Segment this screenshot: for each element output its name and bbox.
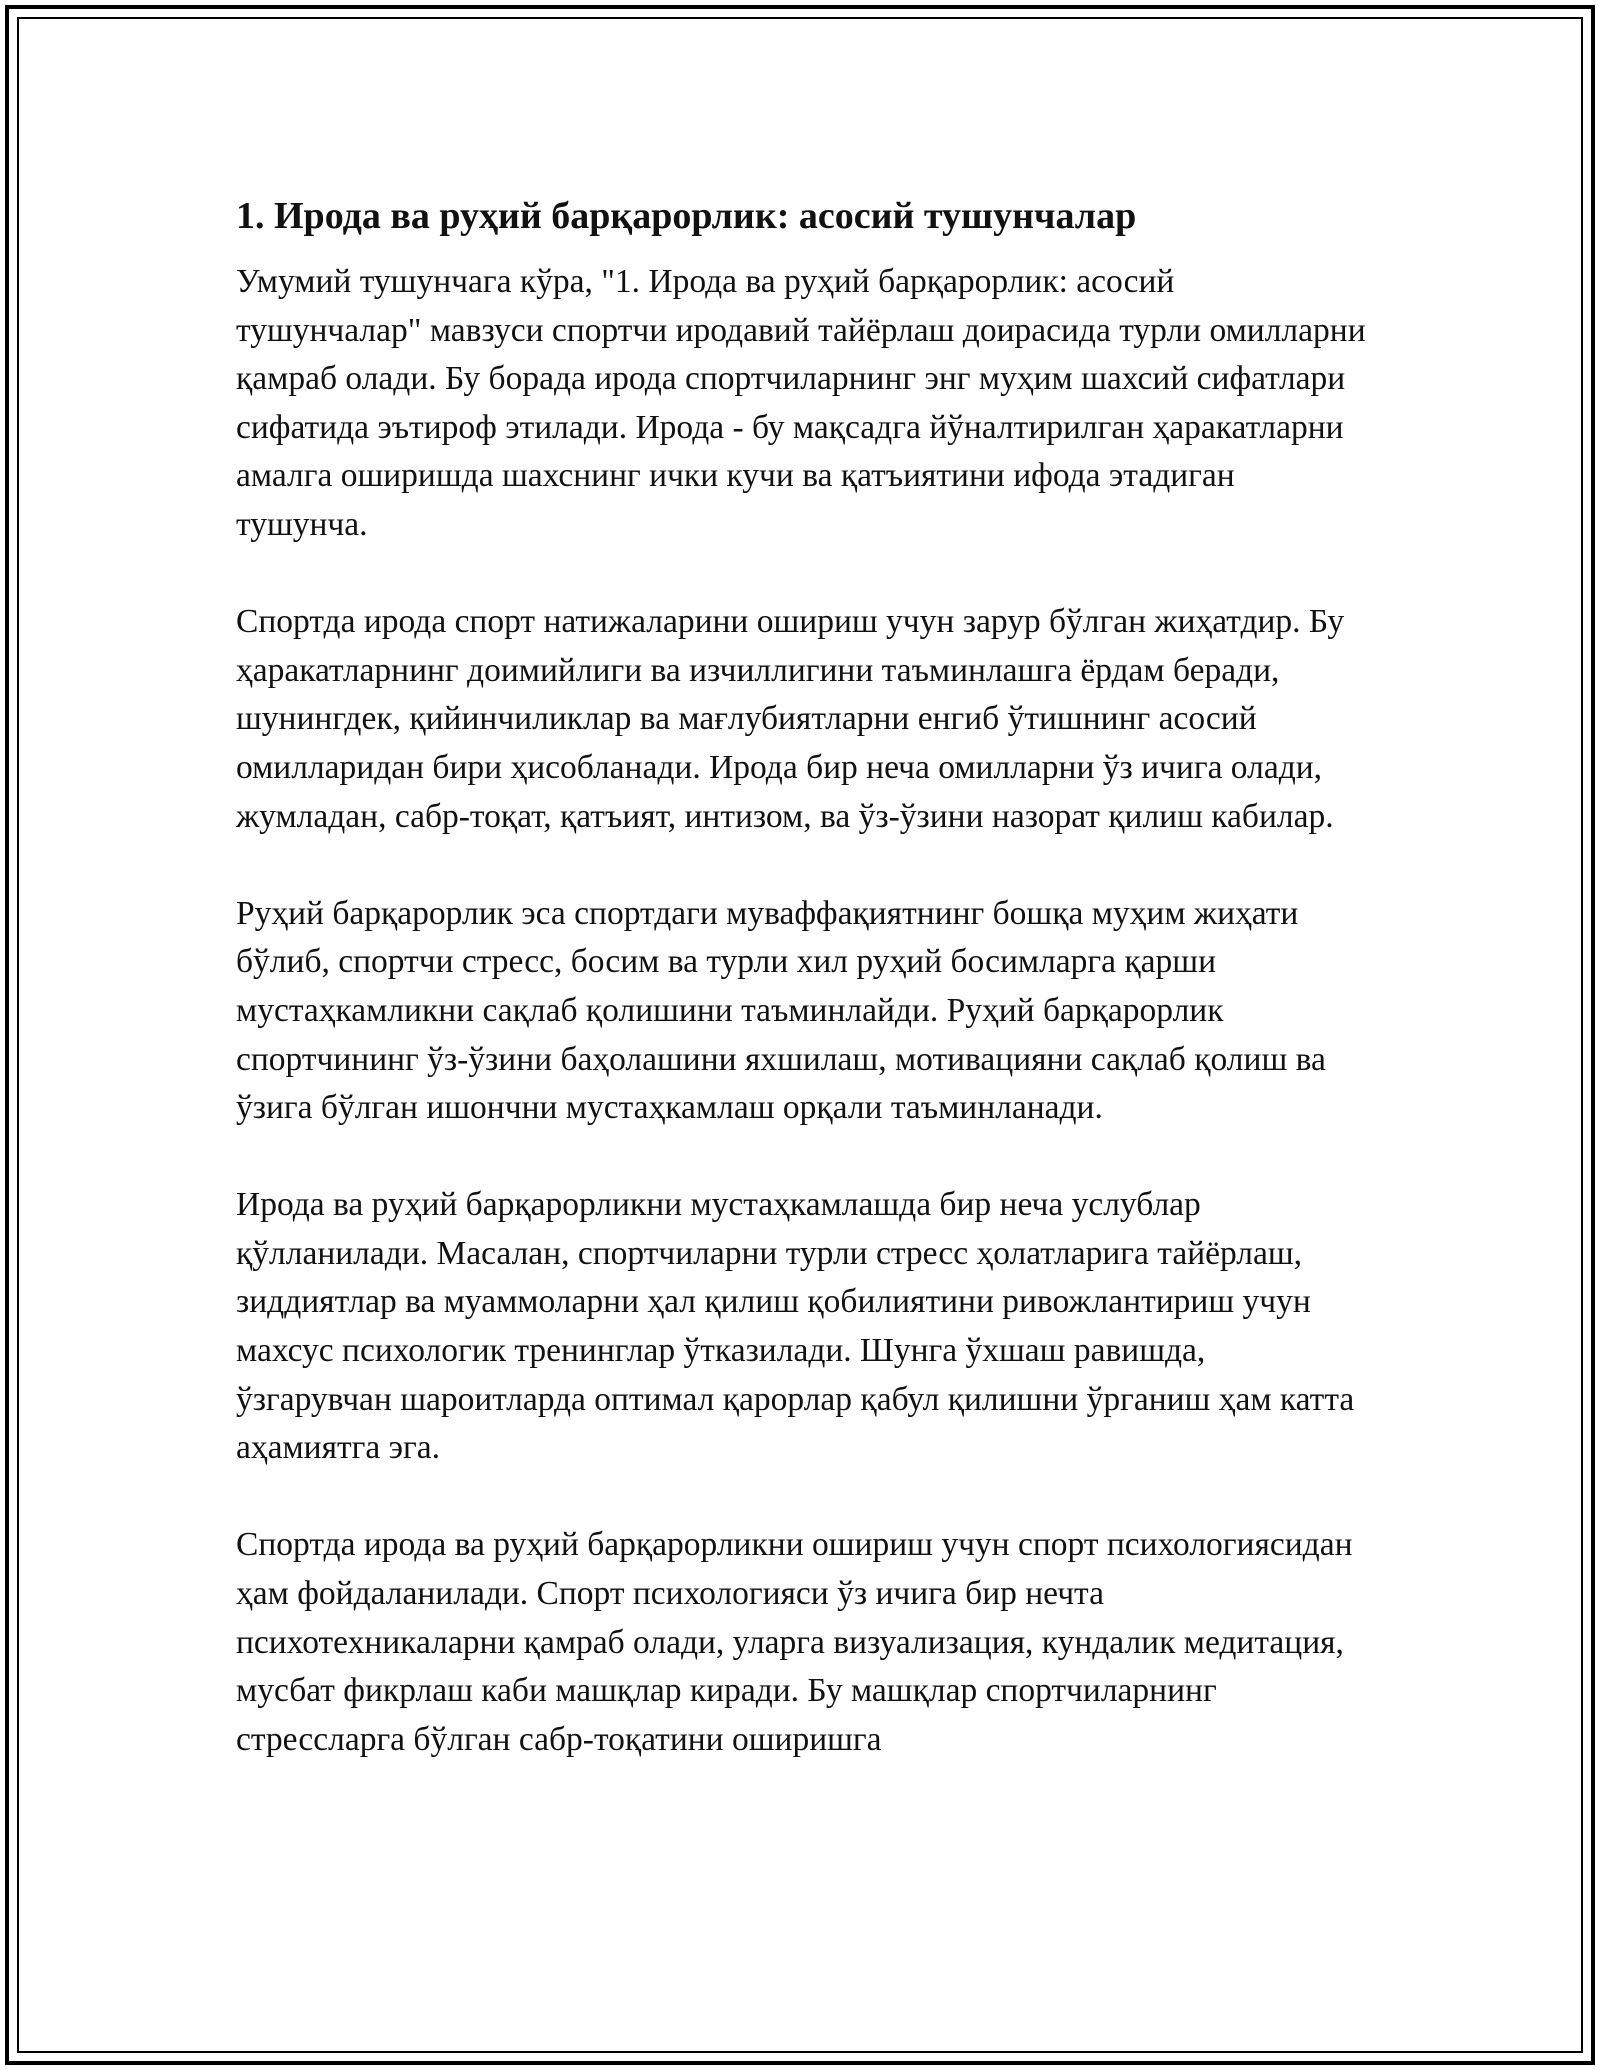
document-body (236, 188, 1366, 1813)
paragraph-5: Спортда ирода ва руҳий барқарорликни ошириш учун спорт психологиясидан ҳам фойдаланилади. Спорт психологияси ўз ичига бир нечта психотехникаларни қамраб олади, уларга визуализация, кундалик медитация, мусбат фикрлаш каби машқлар киради. Бу машқлар спортчиларнинг стрессларга бўлган сабр-тоқатини оширишга (236, 1526, 1353, 1758)
paragraph-1: Умумий тушунчага кўра, "1. Ирода ва руҳий барқарорлик: асосий тушунчалар" мавзуси спортчи иродавий тайёрлаш доирасида турли омилларни қамраб олади. Бу борада ирода спортчиларнинг энг муҳим шахсий сифатлари сифатида эътироф этилади. Ирода - бу мақсадга йўналтирилган ҳаракатларни амалга оширишда шахснинг ички кучи ва қатъиятини ифода этадиган тушунча. (236, 263, 1366, 543)
document-title: 1. Ирода ва руҳий барқарорлик: асосий тушунчалар (236, 195, 1137, 237)
paragraph-2: Спортда ирода спорт натижаларини ошириш учун зарур бўлган жиҳатдир. Бу ҳаракатларнинг доимийлиги ва изчиллигини таъминлашга ёрдам беради, шунингдек, қийинчиликлар ва мағлубиятларни енгиб ўтишнинг асосий омилларидан бири ҳисобланади. Ирода бир неча омилларни ўз ичига олади, жумладан, сабр-тоқат, қатъият, интизом, ва ўз-ўзини назорат қилиш кабилар. (236, 603, 1345, 835)
paragraph-3: Руҳий барқарорлик эса спортдаги муваффақиятнинг бошқа муҳим жиҳати бўлиб, спортчи стресс, босим ва турли хил руҳий босимларга қарши мустаҳкамликни сақлаб қолишини таъминлайди. Руҳий барқарорлик спортчининг ўз-ўзини баҳолашини яхшилаш, мотивацияни сақлаб қолиш ва ўзига бўлган ишончни мустаҳкамлаш орқали таъминланади. (236, 894, 1326, 1127)
paragraph-4: Ирода ва руҳий барқарорликни мустаҳкамлашда бир неча услублар қўлланилади. Масалан, спортчиларни турли стресс ҳолатларига тайёрлаш, зиддиятлар ва муаммоларни ҳал қилиш қобилиятини ривожлантириш учун махсус психологик тренинглар ўтказилади. Шунга ўхшаш равишда, ўзгарувчан шароитларда оптимал қарорлар қабул қилишни ўрганиш ҳам катта аҳамиятга эга. (236, 1186, 1355, 1467)
